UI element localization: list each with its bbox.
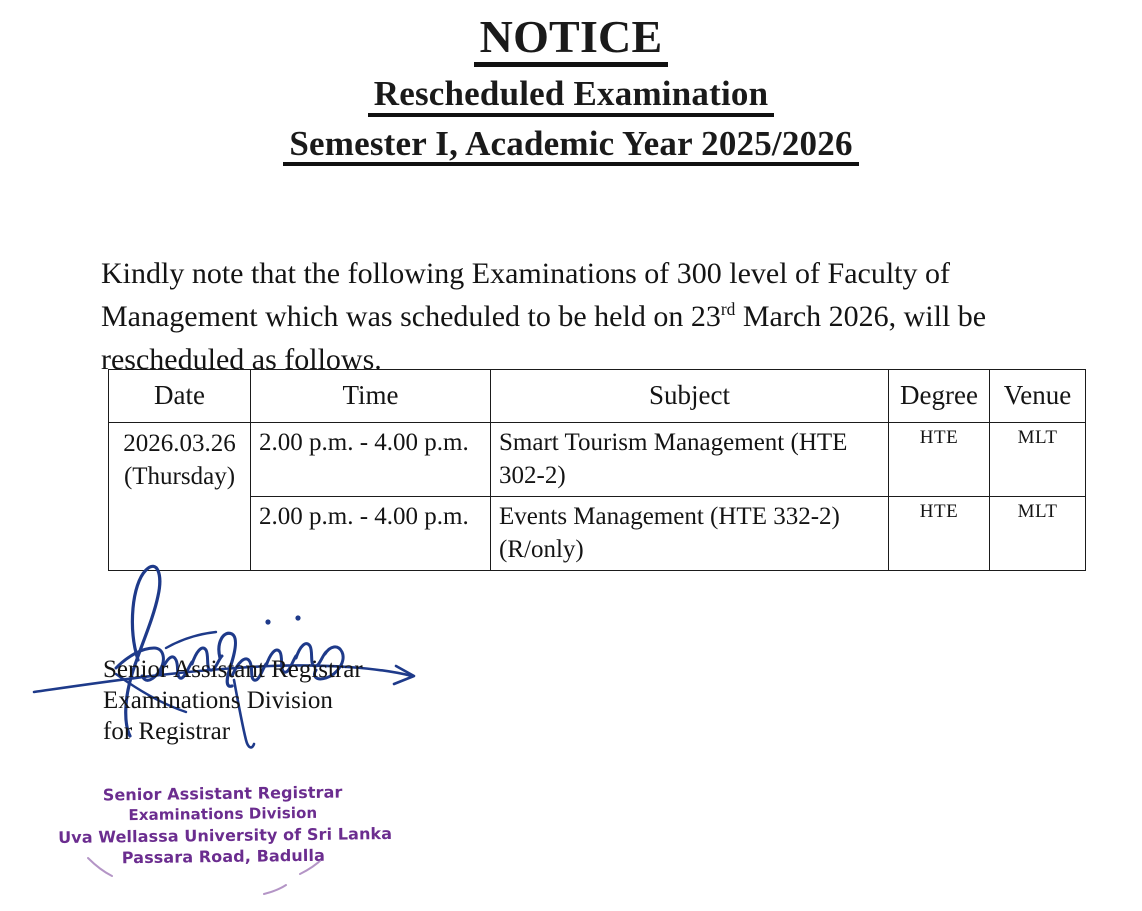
body-text-part2: March 2026, will be rescheduled as follows. xyxy=(101,300,987,376)
stamp-line-title: Senior Assistant Registrar xyxy=(102,782,343,805)
subtitle-semester-year xyxy=(0,123,1142,167)
table-header-row xyxy=(109,370,1086,423)
signatory-for-line: for Registrar xyxy=(103,718,231,745)
signatory-designation-block xyxy=(103,654,363,747)
cell-exam-venue: MLT xyxy=(990,497,1086,571)
page-title xyxy=(0,11,1142,67)
cell-exam-time: 2.00 p.m. - 4.00 p.m. xyxy=(251,497,491,571)
signatory-title: Senior Assistant Registrar xyxy=(103,656,363,683)
official-rubber-stamp xyxy=(57,781,393,869)
column-header-date: Date xyxy=(109,370,251,423)
subtitle-rescheduled-examination-text: Rescheduled Examination xyxy=(368,76,775,117)
cell-exam-subject: Events Management (HTE 332-2) (R/only) xyxy=(491,497,889,571)
ordinal-suffix: rd xyxy=(720,299,736,319)
stamp-line-university: Uva Wellassa University of Sri Lanka xyxy=(58,823,393,848)
stamp-line-address: Passara Road, Badulla xyxy=(121,845,326,868)
exam-schedule-table xyxy=(108,369,1086,571)
stamp-line-division: Examinations Division xyxy=(128,803,318,825)
page-title-text: NOTICE xyxy=(474,14,669,67)
column-header-venue: Venue xyxy=(990,370,1086,423)
subtitle-semester-year-text: Semester I, Academic Year 2025/2026 xyxy=(283,126,858,167)
cell-exam-date: 2026.03.26 (Thursday) xyxy=(109,423,251,571)
cell-exam-time: 2.00 p.m. - 4.00 p.m. xyxy=(251,423,491,497)
exam-schedule-table-wrapper xyxy=(108,369,1085,571)
cell-exam-subject: Smart Tourism Management (HTE 302-2) xyxy=(491,423,889,497)
table-row xyxy=(109,423,1086,497)
column-header-time: Time xyxy=(251,370,491,423)
cell-exam-degree: HTE xyxy=(889,423,990,497)
signatory-division: Examinations Division xyxy=(103,687,333,714)
column-header-degree: Degree xyxy=(889,370,990,423)
body-text-part1: Kindly note that the following Examinations of 300 level of Faculty of Management which was scheduled to be held on 23 xyxy=(101,257,951,333)
cell-exam-degree: HTE xyxy=(889,497,990,571)
column-header-subject: Subject xyxy=(491,370,889,423)
document-title-block xyxy=(0,11,1142,166)
subtitle-rescheduled-examination xyxy=(0,73,1142,117)
cell-exam-venue: MLT xyxy=(990,423,1086,497)
signature-area xyxy=(20,556,450,756)
notice-body-paragraph xyxy=(101,252,1061,381)
